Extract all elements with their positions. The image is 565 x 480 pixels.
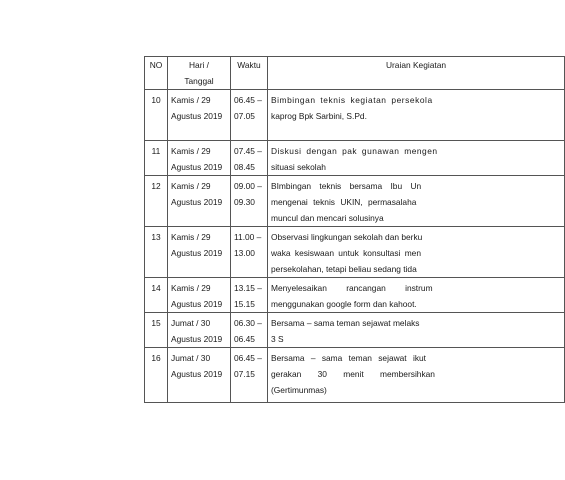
row-day-date xyxy=(168,278,231,313)
row-day-date xyxy=(168,176,231,227)
row-description xyxy=(268,90,565,141)
row-number xyxy=(145,348,168,403)
header-description xyxy=(268,57,565,90)
row-description-line: situasi sekolah xyxy=(271,162,326,172)
row-date-text: Agustus 2019 xyxy=(171,111,223,121)
row-description-line: Bersama – sama teman sejawat melaks xyxy=(271,318,420,328)
row-time-end: 15.15 xyxy=(234,299,255,309)
header-no-text: NO xyxy=(149,60,163,70)
table-header-row xyxy=(145,57,565,90)
table-row xyxy=(145,176,565,227)
row-description xyxy=(268,278,565,313)
row-time xyxy=(231,227,268,278)
row-description xyxy=(268,348,565,403)
row-day-date xyxy=(168,90,231,141)
row-time-end: 07.05 xyxy=(234,111,255,121)
row-date-text: Agustus 2019 xyxy=(171,369,223,379)
header-date-text: Tanggal xyxy=(184,76,214,86)
row-date-text: Agustus 2019 xyxy=(171,334,223,344)
row-day-text: Kamis / 29 xyxy=(171,283,211,293)
table-row xyxy=(145,313,565,348)
header-time xyxy=(231,57,268,90)
row-time-start: 13.15 – xyxy=(234,283,262,293)
row-time xyxy=(231,176,268,227)
row-time-start: 11.00 – xyxy=(234,232,262,242)
row-time-start: 06.45 – xyxy=(234,95,262,105)
row-description-line: gerakan 30 menit membersihkan xyxy=(271,369,435,379)
header-time-text: Waktu xyxy=(237,60,261,70)
row-description xyxy=(268,141,565,176)
row-description-line: Menyelesaikan rancangan instrum xyxy=(271,283,433,293)
row-number xyxy=(145,227,168,278)
row-time-end: 08.45 xyxy=(234,162,255,172)
row-number xyxy=(145,141,168,176)
row-time xyxy=(231,313,268,348)
row-description xyxy=(268,313,565,348)
row-day-text: Kamis / 29 xyxy=(171,181,211,191)
row-time-end: 09.30 xyxy=(234,197,255,207)
row-number xyxy=(145,278,168,313)
row-description-line: Diskusi dengan pak gunawan mengen xyxy=(271,146,438,156)
row-description-line: (Gertimunmas) xyxy=(271,385,327,395)
row-description-line: Observasi lingkungan sekolah dan berku xyxy=(271,232,423,242)
row-day-date xyxy=(168,313,231,348)
activity-log-table xyxy=(144,56,565,403)
row-day-text: Jumat / 30 xyxy=(171,353,211,363)
table-row xyxy=(145,278,565,313)
row-day-text: Jumat / 30 xyxy=(171,318,211,328)
row-day-date xyxy=(168,348,231,403)
row-description-line: Bimbingan teknis kegiatan persekola xyxy=(271,95,433,105)
row-day-text: Kamis / 29 xyxy=(171,95,211,105)
row-number-text: 14 xyxy=(151,283,161,293)
row-number xyxy=(145,176,168,227)
row-description xyxy=(268,227,565,278)
row-day-date xyxy=(168,227,231,278)
row-number xyxy=(145,313,168,348)
row-date-text: Agustus 2019 xyxy=(171,197,223,207)
row-description-line: kaprog Bpk Sarbini, S.Pd. xyxy=(271,111,367,121)
row-time xyxy=(231,90,268,141)
row-description-line: 3 S xyxy=(271,334,284,344)
row-time-end: 07.15 xyxy=(234,369,255,379)
row-time xyxy=(231,278,268,313)
row-day-text: Kamis / 29 xyxy=(171,232,211,242)
row-time-end: 13.00 xyxy=(234,248,255,258)
row-number-text: 16 xyxy=(151,353,161,363)
row-description xyxy=(268,176,565,227)
row-description-line: mengenai teknis UKIN, permasalaha xyxy=(271,197,417,207)
row-description-line: Bersama – sama teman sejawat ikut xyxy=(271,353,426,363)
table-row xyxy=(145,90,565,141)
row-description-line: muncul dan mencari solusinya xyxy=(271,213,384,223)
row-description-line: persekolahan, tetapi beliau sedang tida xyxy=(271,264,417,274)
row-time xyxy=(231,141,268,176)
row-number-text: 12 xyxy=(151,181,161,191)
row-number-text: 13 xyxy=(151,232,161,242)
row-number-text: 15 xyxy=(151,318,161,328)
row-description-line: waka kesiswaan untuk konsultasi men xyxy=(271,248,421,258)
row-day-date xyxy=(168,141,231,176)
header-day-date xyxy=(168,57,231,90)
row-time-start: 07.45 – xyxy=(234,146,262,156)
table-row xyxy=(145,348,565,403)
header-no xyxy=(145,57,168,90)
row-day-text: Kamis / 29 xyxy=(171,146,211,156)
row-number xyxy=(145,90,168,141)
row-time-start: 06.45 – xyxy=(234,353,262,363)
row-number-text: 10 xyxy=(151,95,161,105)
row-date-text: Agustus 2019 xyxy=(171,248,223,258)
row-date-text: Agustus 2019 xyxy=(171,299,223,309)
row-time xyxy=(231,348,268,403)
row-description-line: menggunakan google form dan kahoot. xyxy=(271,299,417,309)
header-day-text: Hari / xyxy=(188,60,209,70)
table-row xyxy=(145,141,565,176)
table-row xyxy=(145,227,565,278)
row-description-line: BImbingan teknis bersama Ibu Un xyxy=(271,181,422,191)
row-time-start: 09.00 – xyxy=(234,181,262,191)
row-time-start: 06.30 – xyxy=(234,318,262,328)
header-description-text: Uraian Kegiatan xyxy=(385,60,447,70)
row-time-end: 06.45 xyxy=(234,334,255,344)
row-date-text: Agustus 2019 xyxy=(171,162,223,172)
row-number-text: 11 xyxy=(151,146,161,156)
